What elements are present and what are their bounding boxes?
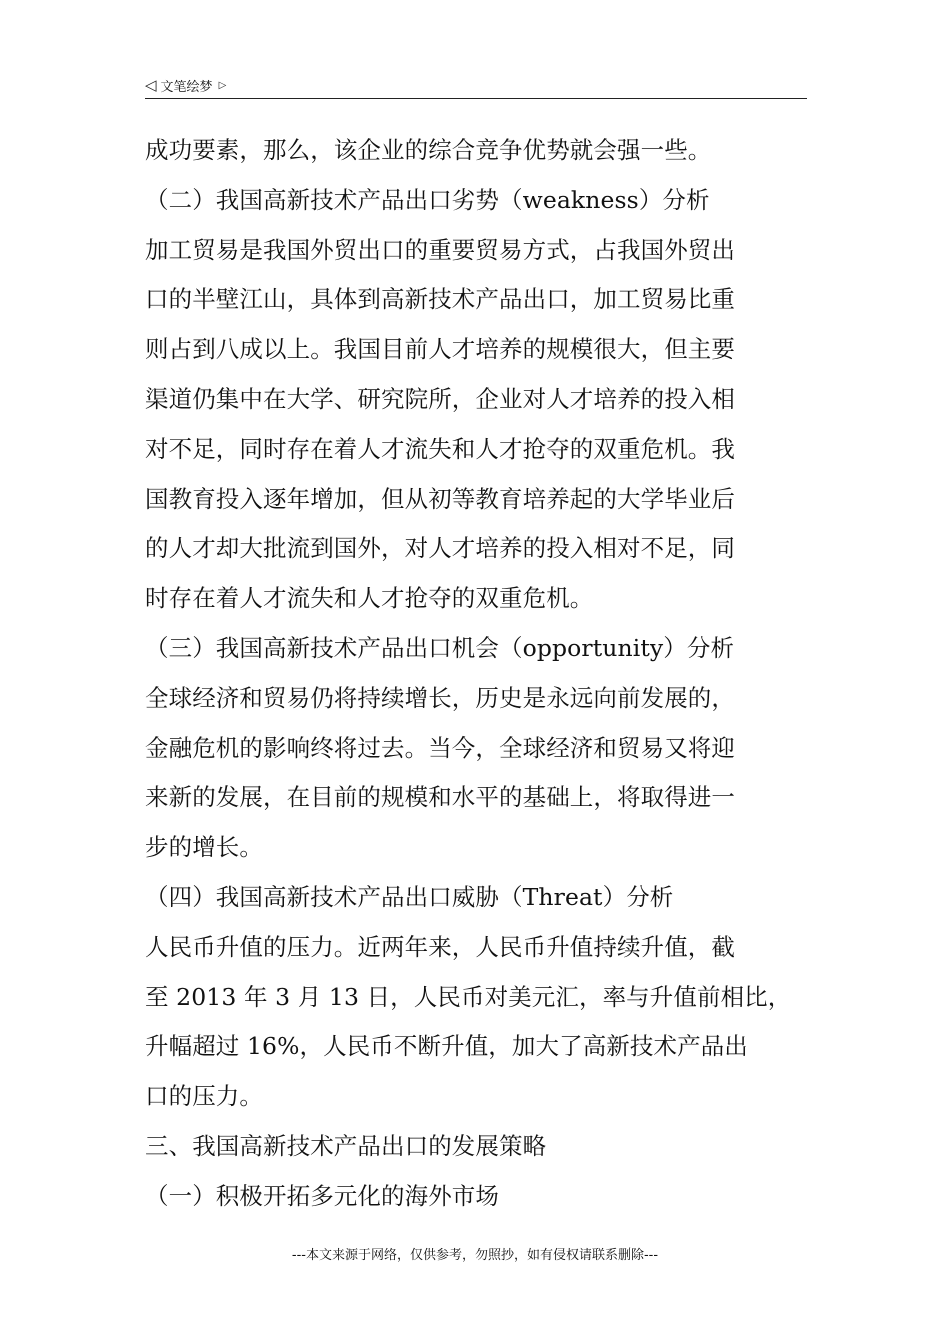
left-triangle-icon: ◁ xyxy=(145,76,157,94)
section-heading-weakness: （二）我国高新技术产品出口劣势（weakness）分析 xyxy=(145,185,710,214)
right-triangle-icon: ▷ xyxy=(218,79,227,91)
section-heading-threat: （四）我国高新技术产品出口威胁（Threat）分析 xyxy=(145,882,674,911)
text-line: 人民币升值的压力。近两年来，人民币升值持续升值，截 xyxy=(145,932,735,961)
chapter-heading-strategy: 三、我国高新技术产品出口的发展策略 xyxy=(145,1131,547,1160)
text-line: 对不足，同时存在着人才流失和人才抢夺的双重危机。我 xyxy=(145,434,735,463)
text-line: 的人才却大批流到国外，对人才培养的投入相对不足，同 xyxy=(145,534,735,563)
text-line: 步的增长。 xyxy=(145,833,263,862)
text-line: 国教育投入逐年增加，但从初等教育培养起的大学毕业后 xyxy=(145,484,735,513)
text-line: 加工贸易是我国外贸出口的重要贸易方式，占我国外贸出 xyxy=(145,235,735,264)
page-footer: ---本文来源于网络，仅供参考，勿照抄，如有侵权请联系删除--- xyxy=(291,1248,659,1263)
text-line: 至 2013 年 3 月 13 日，人民币对美元汇，率与升值前相比， xyxy=(145,982,792,1011)
text-line: 口的压力。 xyxy=(145,1082,263,1111)
text-line: 口的半壁江山，具体到高新技术产品出口，加工贸易比重 xyxy=(145,285,735,314)
section-heading-markets: （一）积极开拓多元化的海外市场 xyxy=(145,1181,499,1210)
text-line: 则占到八成以上。我国目前人才培养的规模很大，但主要 xyxy=(145,335,735,364)
text-line: 全球经济和贸易仍将持续增长，历史是永远向前发展的， xyxy=(145,683,735,712)
document-body xyxy=(145,126,792,1222)
text-line: 成功要素，那么，该企业的综合竞争优势就会强一些。 xyxy=(145,136,712,164)
page-header xyxy=(145,72,807,99)
text-line: 升幅超过 16%，人民币不断升值，加大了高新技术产品出 xyxy=(145,1032,748,1061)
section-heading-opportunity: （三）我国高新技术产品出口机会（opportunity）分析 xyxy=(145,633,735,662)
text-line: 来新的发展，在目前的规模和水平的基础上，将取得进一 xyxy=(145,783,735,812)
header-title: 文笔绘梦 xyxy=(160,79,213,95)
text-line: 渠道仍集中在大学、研究院所，企业对人才培养的投入相 xyxy=(145,384,735,413)
text-line: 时存在着人才流失和人才抢夺的双重危机。 xyxy=(145,584,594,613)
text-line: 金融危机的影响终将过去。当今，全球经济和贸易又将迎 xyxy=(145,733,735,762)
